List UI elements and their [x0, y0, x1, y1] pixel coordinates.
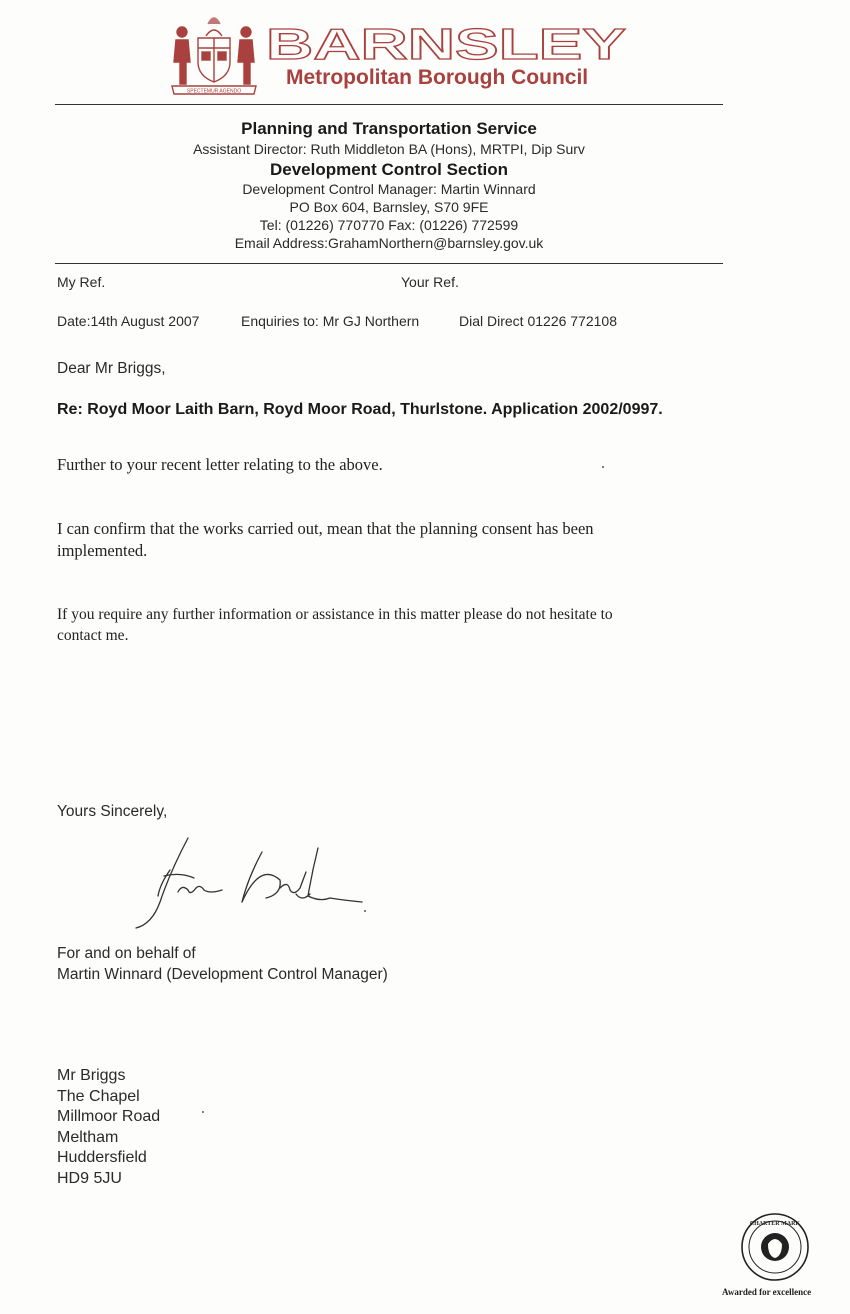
charter-mark-caption: Awarded for excellence [722, 1287, 812, 1297]
your-ref: Your Ref. [401, 274, 459, 290]
paragraph-3: If you require any further information or assistance in this matter please do not hesitate to contact me. [57, 606, 613, 644]
postal-address: PO Box 604, Barnsley, S70 9FE [289, 199, 489, 215]
handwritten-signature-icon [130, 832, 370, 932]
control-manager: Development Control Manager: Martin Winnard [242, 181, 536, 197]
section-name: Development Control Section [269, 160, 509, 179]
speck [602, 466, 604, 468]
crest-motto: SPECTEMUR AGENDO [186, 88, 242, 95]
address-line: Millmoor Road [57, 1108, 161, 1125]
salutation: Dear Mr Briggs, [57, 360, 166, 377]
seal-text: CHARTER MARK [749, 1221, 801, 1227]
signatory: Martin Winnard (Development Control Manager) [57, 966, 388, 983]
brand-name: BARNSLEY [266, 24, 626, 64]
brand-wordmark [262, 24, 630, 64]
address-line: Huddersfield [57, 1149, 147, 1166]
service-name: Planning and Transportation Service [241, 119, 537, 138]
address-line: HD9 5JU [57, 1169, 122, 1187]
assistant-director: Assistant Director: Ruth Middleton BA (Hons), MRTPI, Dip Surv [193, 141, 585, 157]
email-address: Email Address:GrahamNorthern@barnsley.gov.uk [234, 235, 544, 251]
recipient-address [57, 1066, 160, 1189]
paragraph-2: I can confirm that the works carried out, mean that the planning consent has been implemented. [57, 519, 594, 560]
my-ref: My Ref. [57, 274, 106, 290]
dial-direct: Dial Direct 01226 772108 [459, 313, 617, 329]
address-line: The Chapel [57, 1087, 140, 1105]
enquiries-to: Enquiries to: Mr GJ Northern [241, 313, 420, 329]
phone-fax: Tel: (01226) 770770 Fax: (01226) 772599 [259, 217, 519, 233]
address-line: Meltham [57, 1128, 119, 1146]
header-rule-top [55, 104, 723, 105]
closing: Yours Sincerely, [57, 803, 168, 820]
behalf-line: For and on behalf of [57, 945, 196, 962]
paragraph-1: Further to your recent letter relating to the above. [57, 455, 383, 474]
council-name: Metropolitan Borough Council [286, 66, 589, 89]
speck [202, 1111, 204, 1113]
subject-line: Re: Royd Moor Laith Barn, Royd Moor Road, Thurlstone. Application 2002/0997. [57, 401, 663, 418]
header-rule-bottom [55, 263, 723, 264]
letter-date: Date:14th August 2007 [57, 313, 200, 329]
charter-mark-seal-icon [740, 1212, 810, 1282]
address-line: Mr Briggs [57, 1067, 126, 1084]
speck [364, 910, 366, 912]
council-crest-icon [168, 10, 260, 96]
